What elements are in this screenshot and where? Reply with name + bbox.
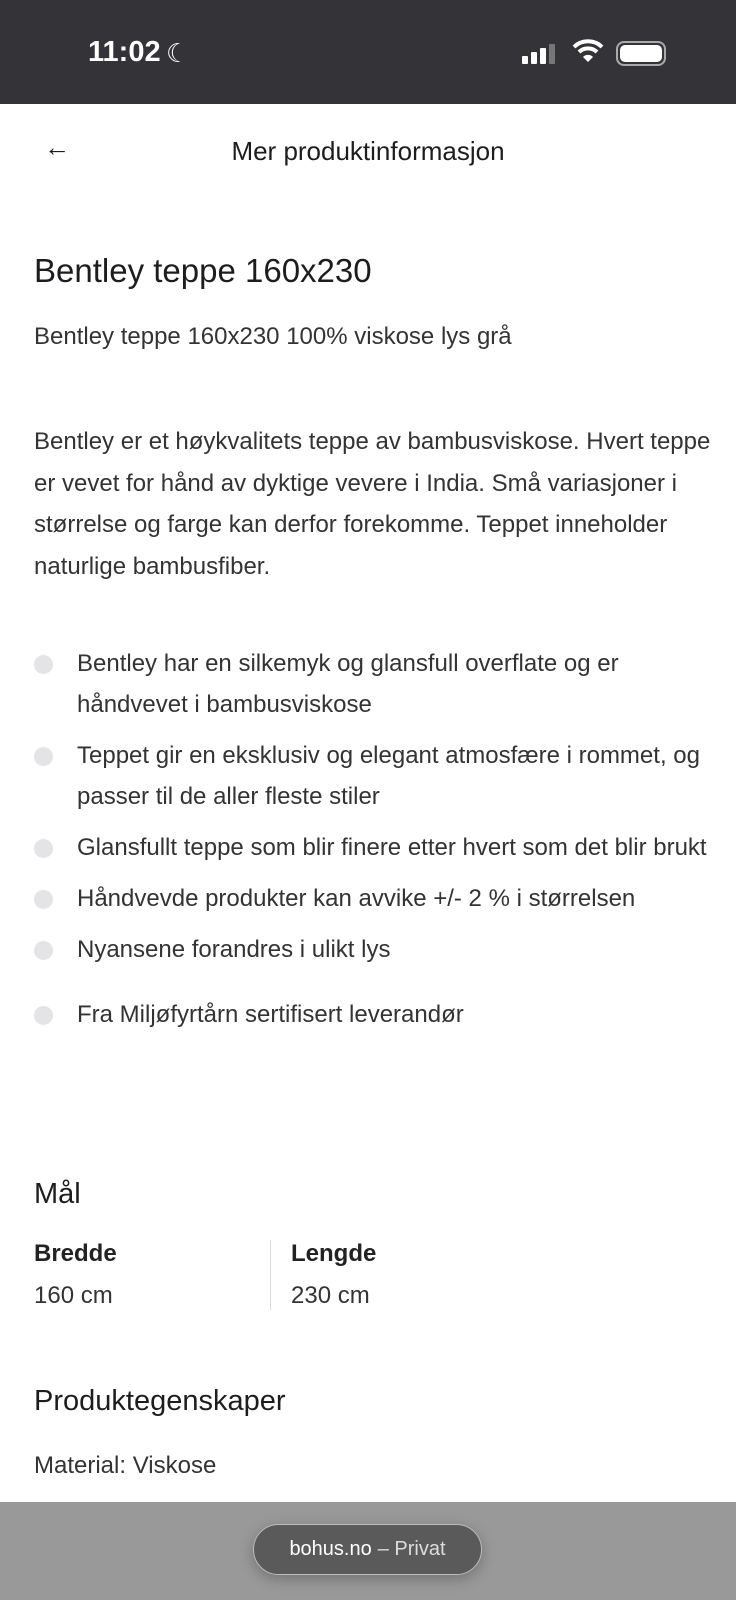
length-dimension xyxy=(270,1240,506,1310)
private-mode-label: – Privat xyxy=(377,1538,446,1560)
signal-icon xyxy=(522,44,555,64)
length-value: 230 cm xyxy=(291,1282,370,1309)
list-item: Teppet gir en eksklusiv og elegant atmosfære i rommet, og passer til de aller fleste stiler xyxy=(34,735,714,817)
feature-list xyxy=(34,643,714,1045)
width-label: Bredde xyxy=(34,1240,117,1267)
status-bar xyxy=(0,0,736,104)
list-item: Fra Miljøfyrtårn sertifisert leverandør xyxy=(34,994,714,1035)
wifi-icon xyxy=(572,38,604,64)
length-label: Lengde xyxy=(291,1240,377,1267)
moon-icon: ☾ xyxy=(166,38,190,68)
page-header xyxy=(0,104,736,196)
product-description: Bentley er et høykvalitets teppe av bambusviskose. Hvert teppe er vevet for hånd av dyktige vevere i India. Små variasjoner i størrelse og farge kan derfor forekomme. Teppet inneholder naturlige bambusfiber. xyxy=(34,428,711,580)
dimensions-table xyxy=(34,1240,714,1310)
list-item: Glansfullt teppe som blir finere etter hvert som det blir brukt xyxy=(34,827,714,868)
list-item: Håndvevde produkter kan avvike +/- 2 % i størrelsen xyxy=(34,878,714,919)
battery-icon xyxy=(616,41,666,66)
material-text: Material: Viskose xyxy=(34,1452,217,1479)
list-item: Nyansene forandres i ulikt lys xyxy=(34,929,714,970)
address-bar[interactable] xyxy=(253,1524,482,1575)
width-dimension xyxy=(34,1240,270,1310)
properties-heading: Produktegenskaper xyxy=(34,1385,286,1417)
back-arrow-icon[interactable]: ← xyxy=(44,132,70,162)
product-title: Bentley teppe 160x230 xyxy=(34,252,372,289)
browser-bottom-bar xyxy=(0,1502,736,1600)
page-title: Mer produktinformasjon xyxy=(231,136,505,166)
list-item: Bentley har en silkemyk og glansfull overflate og er håndvevet i bambusviskose xyxy=(34,643,714,725)
product-subtitle: Bentley teppe 160x230 100% viskose lys grå xyxy=(34,323,512,350)
width-value: 160 cm xyxy=(34,1282,113,1309)
dimensions-heading: Mål xyxy=(34,1178,81,1210)
domain-text: bohus.no xyxy=(289,1538,372,1560)
status-time: 11:02 xyxy=(88,36,161,68)
